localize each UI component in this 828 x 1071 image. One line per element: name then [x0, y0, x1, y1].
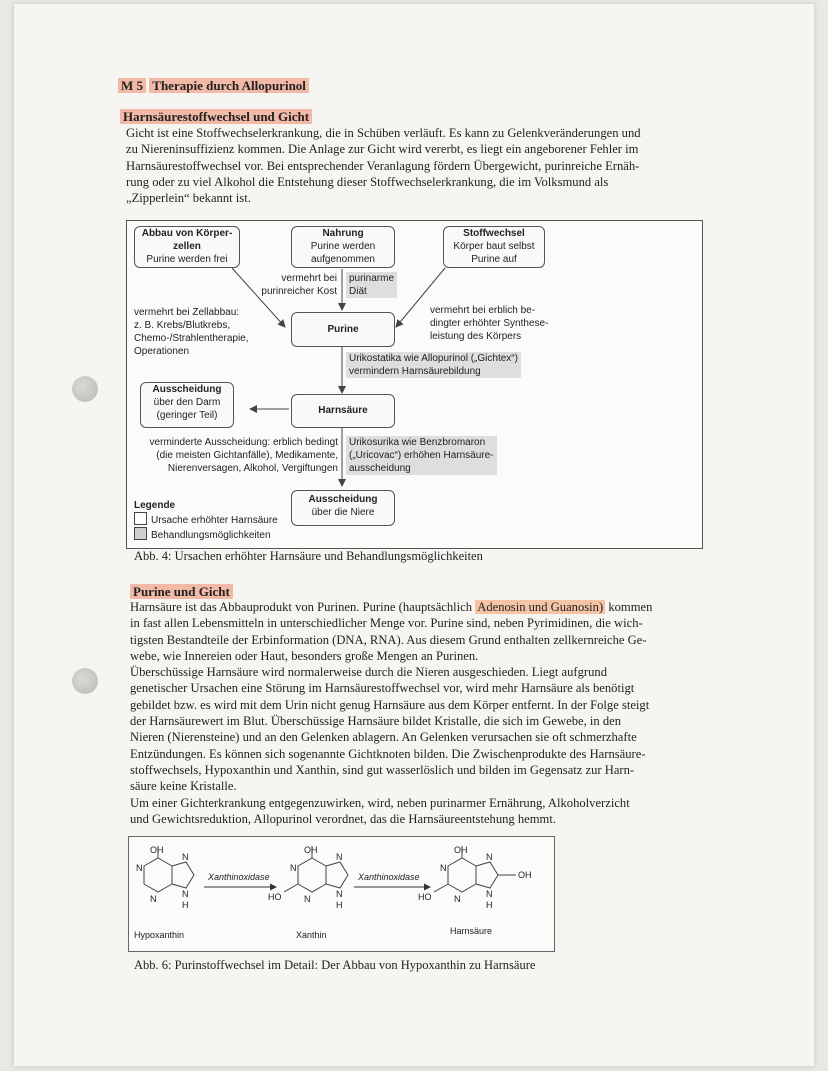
box-sub: Körper baut selbst — [453, 241, 535, 252]
box-sub: (geringer Teil) — [156, 410, 218, 421]
text-line: Überschüssige Harnsäure wird normalerweise durch die Nieren ausgeschieden. Liegt aufgrund — [130, 665, 607, 680]
text-line: „Zipperlein“ bekannt ist. — [126, 191, 251, 206]
text-line: verminderte Ausscheidung: erblich bedingt — [149, 437, 338, 448]
legend-label: Ursache erhöhter Harnsäure — [151, 515, 278, 526]
box-title: zellen — [173, 241, 201, 252]
atom-label: N — [182, 852, 189, 862]
box-title: Nahrung — [322, 228, 364, 239]
atom-label: HO — [268, 892, 282, 902]
text-line: Operationen — [134, 346, 190, 357]
text-line: purinreicher Kost — [261, 286, 337, 297]
text-line: Nieren (Nierensteine) und an den Gelenken ablagern. An Gelenken verursachen sie oft schmerzhafte — [130, 730, 637, 745]
text-line: Gicht ist eine Stoffwechselerkrankung, die in Schüben verläuft. Es kann zu Gelenkveränderungen und — [126, 126, 641, 140]
enzyme-label: Xanthinoxidase — [208, 872, 270, 882]
legend-label: Behandlungsmöglichkeiten — [151, 530, 271, 541]
atom-label: OH — [304, 845, 318, 855]
box-sub: Purine werden — [310, 241, 376, 252]
atom-label: OH — [150, 845, 164, 855]
box-title: Ausscheidung — [308, 494, 378, 505]
text-line: rung oder zu viel Alkohol die Entstehung dieser Stoffwechselerkrankung, die im Volksmund als — [126, 174, 609, 189]
atom-label: H — [182, 900, 189, 910]
text-line: vermehrt bei erblich be- — [430, 305, 536, 316]
box-title: Stoffwechsel — [463, 228, 525, 239]
text-span: Harnsäure ist das Abbauprodukt von Purinen. Purine (hauptsächlich — [130, 600, 473, 614]
section2-heading-text: Purine und Gicht — [130, 584, 233, 599]
atom-label: HO — [418, 892, 432, 902]
text-line: Nierenversagen, Alkohol, Vergiftungen — [167, 463, 338, 474]
text-line: Harnsäurestoffwechsel vor. Bei entsprechender Veranlagung fördern Übergewicht, purinreiche Ernäh- — [126, 158, 640, 173]
atom-label: N — [486, 889, 493, 899]
header-number: M 5 — [118, 78, 146, 93]
molecule-name-hypoxanthin: Hypoxanthin — [134, 930, 185, 940]
atom-label: H — [486, 900, 493, 910]
text-line: genetischer Ursachen eine Störung im Harnsäurestoffwechsel vor, wird mehr Harnsäure als benötigt — [130, 681, 635, 696]
atom-label: H — [336, 900, 343, 910]
box-harnsaeure: Harnsäure — [291, 394, 395, 428]
box-sub: Purine werden frei — [146, 254, 228, 265]
text-line: Chemo-/Strahlentherapie, — [134, 333, 249, 344]
atom-label: N — [454, 894, 461, 904]
section1-heading-text: Harnsäurestoffwechsel und Gicht — [120, 109, 312, 124]
text-line: („Uricovac“) erhöhen Harnsäure- — [349, 450, 494, 461]
atom-label: OH — [454, 845, 468, 855]
text-line: Entzündungen. Es können sich sogenannte Gichtknoten bilden. Die Zwischenprodukte des Harnsäure- — [130, 746, 646, 761]
text-line: leistung des Körpers — [430, 331, 522, 342]
box-sub: über den Darm — [153, 397, 221, 408]
text-line: ausscheidung — [349, 463, 411, 474]
header-title: Therapie durch Allopurinol — [149, 78, 309, 93]
atom-label: OH — [518, 870, 532, 880]
atom-label: N — [336, 889, 343, 899]
atom-label: N — [136, 863, 143, 873]
text-line: webe, wie Innereien oder Haut, besonders große Mengen an Purinen. — [130, 648, 479, 663]
atom-label: N — [150, 894, 157, 904]
text-line: Urikosurika wie Benzbromaron — [349, 437, 486, 448]
atom-label: N — [486, 852, 493, 862]
highlight-adenosin-guanosin: Adenosin und Guanosin) — [477, 600, 604, 614]
text-line: Urikostatika wie Allopurinol („Gichtex“) — [349, 353, 518, 364]
atom-label: N — [290, 863, 297, 873]
text-span: kommen — [608, 600, 653, 614]
molecule-name-harnsaeure: Harnsäure — [450, 926, 493, 936]
text-line: der Harnsäurewert im Blut. Überschüssige Harnsäure bildet Kristalle, die sich im Gewebe, in den — [130, 714, 622, 729]
text-line: tigsten Bestandteile der Erbinformation (DNA, RNA). Aus diesem Grund enthalten zellkernreiche Ge- — [130, 632, 647, 647]
legend-title: Legende — [134, 500, 176, 511]
text-line: vermindern Harnsäurebildung — [349, 366, 481, 377]
text-line: vermehrt bei — [281, 273, 337, 284]
molecule-name-xanthin: Xanthin — [296, 930, 327, 940]
atom-label: N — [182, 889, 189, 899]
figure4-caption: Abb. 4: Ursachen erhöhter Harnsäure und Behandlungsmöglichkeiten — [134, 549, 483, 563]
figure6-caption: Abb. 6: Purinstoffwechsel im Detail: Der Abbau von Hypoxanthin zu Harnsäure — [134, 958, 536, 972]
enzyme-label: Xanthinoxidase — [358, 872, 420, 882]
box-title: Ausscheidung — [152, 384, 222, 395]
box-sub: Purine auf — [471, 254, 517, 265]
text-line: und Gewichtsreduktion, Allopurinol verordnet, das die Harnsäureentstehung hemmt. — [130, 811, 556, 826]
text-line: Um einer Gichterkrankung entgegenzuwirken, wird, neben purinarmer Ernährung, Alkoholverzicht — [130, 795, 630, 810]
box-purine: Purine — [291, 312, 395, 347]
box-sub: über die Niere — [311, 507, 375, 518]
text-line: säure keine Kristalle. — [130, 779, 237, 794]
text-line: gebildet bzw. es wird mit dem Urin nicht genug Harnsäure aus dem Körper entfernt. In der Folge steigt — [130, 697, 650, 712]
text-line: dingter erhöhter Synthese- — [430, 318, 549, 329]
text-line: in fast allen Lebensmitteln in unterschiedlicher Menge vor. Purine sind, neben Pyrimidinen, die wich- — [130, 616, 643, 631]
text-line: zu Niereninsuffizienz kommen. Die Anlage zur Gicht wird vererbt, es liegt ein angeborener Fehler im — [126, 142, 639, 157]
text-line: z. B. Krebs/Blutkrebs, — [134, 320, 231, 331]
text-line: stoffwechsels, Hypoxanthin und Xanthin, sind gut wasserlöslich und bilden im Gegensatz zur Harn- — [130, 762, 635, 777]
atom-label: N — [304, 894, 311, 904]
text-line: vermehrt bei Zellabbau: — [134, 307, 240, 318]
atom-label: N — [440, 863, 447, 873]
text-line: (die meisten Gichtanfälle), Medikamente, — [156, 450, 338, 461]
text-line: Diät — [349, 286, 367, 297]
box-title: Abbau von Körper- — [141, 228, 233, 239]
box-sub: aufgenommen — [311, 254, 375, 265]
text-line: purinarme — [349, 273, 395, 284]
atom-label: N — [336, 852, 343, 862]
